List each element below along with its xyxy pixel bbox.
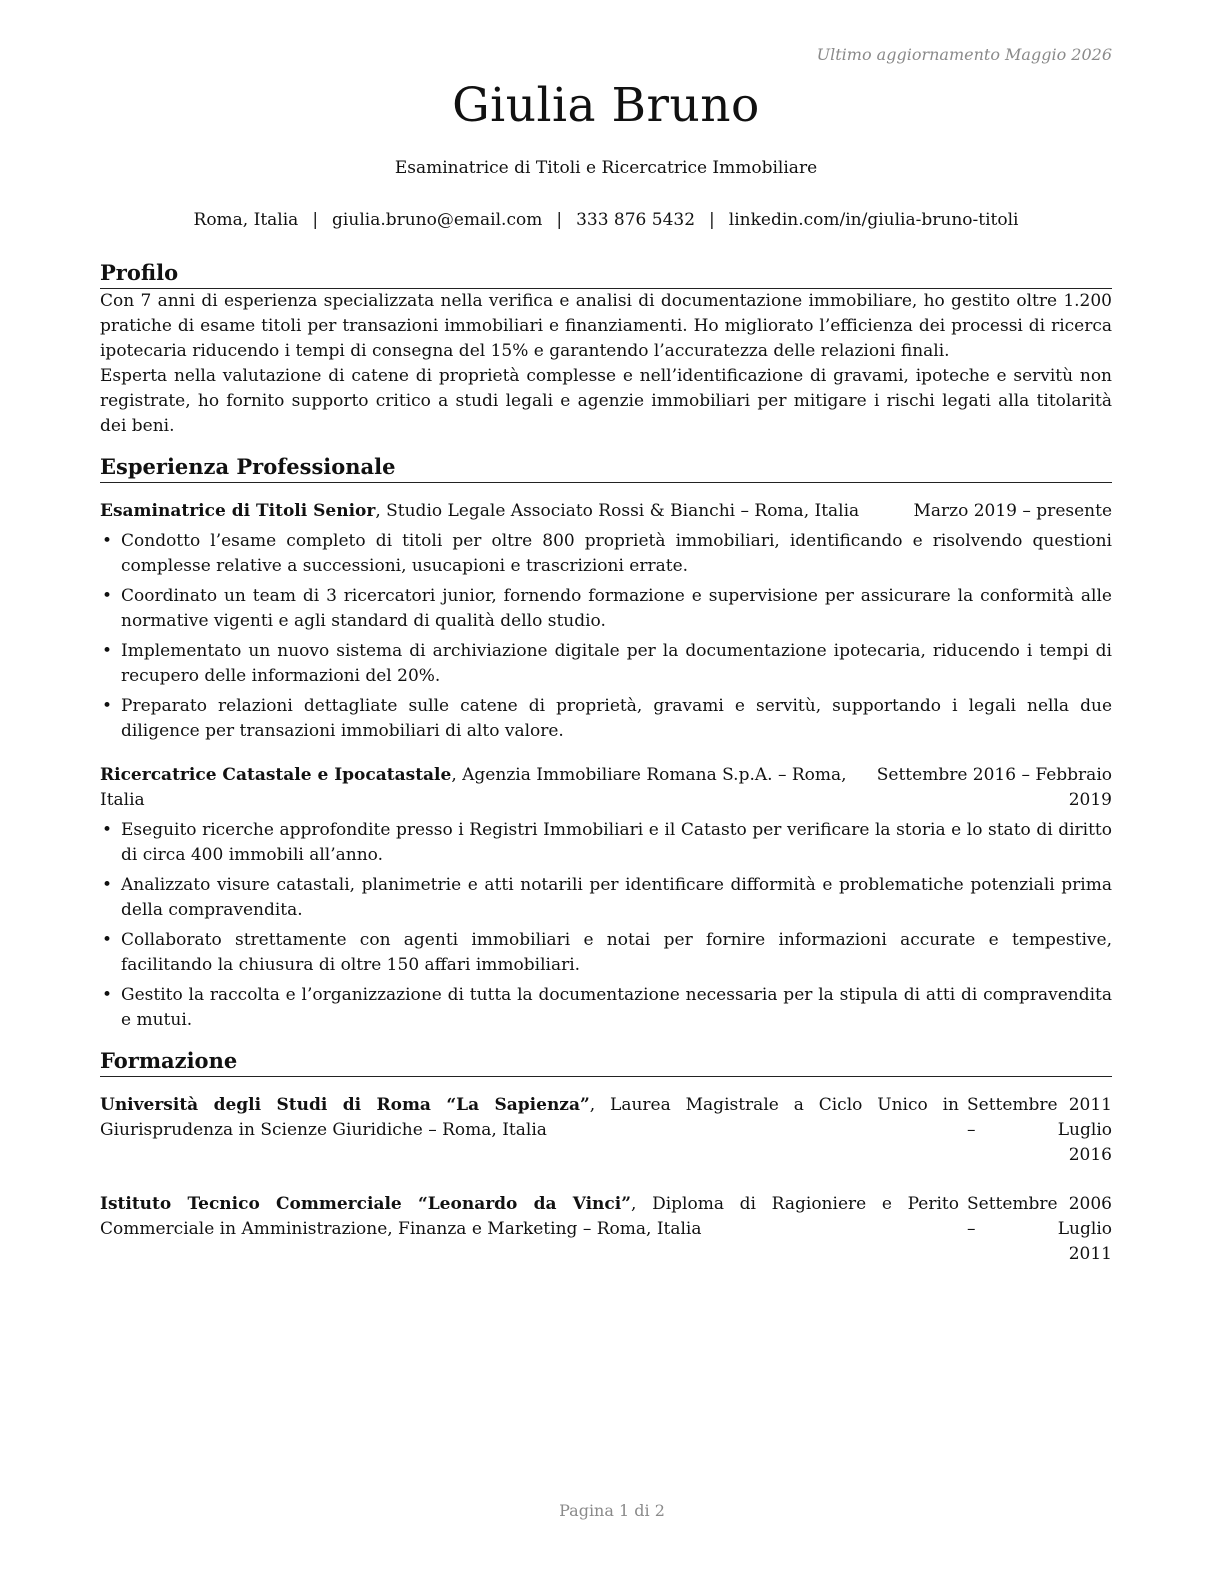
bullet-icon: • <box>102 985 113 1005</box>
job-dates-line: 2019 <box>1068 790 1112 810</box>
contact-line <box>100 208 1112 232</box>
education-entry <box>100 1192 1112 1267</box>
contact-location: Roma, Italia <box>193 210 299 230</box>
list-item <box>100 873 1112 923</box>
section-heading-education: Formazione <box>100 1047 1112 1077</box>
education-dates <box>959 1192 1112 1267</box>
list-item <box>100 529 1112 579</box>
bullet-text: Gestito la raccolta e l’organizzazione di tutta la documentazione necessaria per la stipula di atti di compravendita e mutui. <box>121 985 1112 1030</box>
job-role: Esaminatrice di Titoli Senior <box>100 501 376 521</box>
education-dates-line: 2011 <box>1068 1244 1112 1264</box>
contact-separator: | <box>709 210 715 230</box>
contact-separator: | <box>556 210 563 230</box>
bullet-icon: • <box>102 875 113 895</box>
job-dates: Marzo 2019 – presente <box>913 501 1112 521</box>
candidate-title: Esaminatrice di Titoli e Ricercatrice Immobiliare <box>394 158 818 178</box>
section-heading-profile: Profilo <box>100 259 1112 289</box>
education-entry <box>100 1093 1112 1168</box>
list-item <box>100 818 1112 868</box>
job-dates <box>865 763 1112 813</box>
education-description <box>100 1093 959 1143</box>
bullet-text: Implementato un nuovo sistema di archiviazione digitale per la documentazione ipotecaria, riducendo i tempi di recupero delle informazioni del 20%. <box>121 641 1112 686</box>
bullet-icon: • <box>102 531 113 551</box>
bullet-text: Collaborato strettamente con agenti immobiliari e notai per fornire informazioni accurate e tempestive, facilitando la chiusura di oltre 150 affari immobiliari. <box>121 930 1112 975</box>
profile-paragraph: Con 7 anni di esperienza specializzata nella verifica e analisi di documentazione immobiliare, ho gestito oltre 1.200 pratiche di esame titoli per transazioni immobiliari e finanziamenti. Ho migliorato l’efficienza dei processi di ricerca ipotecaria riducendo i tempi di consegna del 15% e garantendo l’accuratezza delle relazioni finali. <box>100 291 1112 361</box>
bullet-icon: • <box>102 586 113 606</box>
bullet-text: Analizzato visure catastali, planimetrie e atti notarili per identificare difformità e problematiche potenziali prima della compravendita. <box>121 875 1112 920</box>
contact-linkedin[interactable]: linkedin.com/in/giulia-bruno-titoli <box>728 210 1019 230</box>
list-item <box>100 694 1112 744</box>
bullet-text: Condotto l’esame completo di titoli per oltre 800 proprietà immobiliari, identificando e risolvendo questioni complesse relative a successioni, usucapioni e trascrizioni errate. <box>121 531 1112 576</box>
bullet-text: Eseguito ricerche approfondite presso i Registri Immobiliari e il Catasto per verificare la storia e lo stato di diritto di circa 400 immobili all’anno. <box>121 820 1112 865</box>
education-dates-line: Settembre 2011 – Luglio <box>967 1095 1112 1140</box>
education-degree: , Laurea Magistrale a Ciclo Unico in Giurisprudenza in Scienze Giuridiche – Roma, Italia <box>100 1095 959 1140</box>
list-item <box>100 928 1112 978</box>
bullet-icon: • <box>102 930 113 950</box>
job-role: Ricercatrice Catastale e Ipocatastale <box>100 765 452 785</box>
section-heading-experience: Esperienza Professionale <box>100 453 1112 483</box>
education-description <box>100 1192 959 1242</box>
bullet-icon: • <box>102 820 113 840</box>
job-company: , Agenzia Immobiliare Romana S.p.A. – Roma, Italia <box>100 765 847 810</box>
job-header <box>100 763 1112 813</box>
education-school: Istituto Tecnico Commerciale “Leonardo da Vinci” <box>100 1194 631 1214</box>
job-role-line <box>100 499 901 524</box>
education-degree: , Diploma di Ragioniere e Perito Commerciale in Amministrazione, Finanza e Marketing – Roma, Italia <box>100 1194 959 1239</box>
list-item <box>100 584 1112 634</box>
education-dates-line: 2016 <box>1068 1145 1112 1165</box>
list-item <box>100 639 1112 689</box>
bullet-icon: • <box>102 641 113 661</box>
education-dates <box>959 1093 1112 1168</box>
job-bullets <box>100 818 1112 1033</box>
job-header <box>100 499 1112 524</box>
page-number: Pagina 1 di 2 <box>559 1501 665 1520</box>
contact-phone: 333 876 5432 <box>576 210 696 230</box>
job-company: , Studio Legale Associato Rossi & Bianchi – Roma, Italia <box>375 501 860 521</box>
list-item <box>100 983 1112 1033</box>
job-role-line <box>100 763 865 813</box>
contact-separator: | <box>312 210 319 230</box>
education-dates-line: Settembre 2006 – Luglio <box>967 1194 1112 1239</box>
job-bullets <box>100 529 1112 744</box>
education-school: Università degli Studi di Roma “La Sapienza” <box>100 1095 590 1115</box>
candidate-name: Giulia Bruno <box>452 78 760 133</box>
bullet-text: Preparato relazioni dettagliate sulle catene di proprietà, gravami e servitù, supportando i legali nella due diligence per transazioni immobiliari di alto valore. <box>121 696 1112 741</box>
bullet-icon: • <box>102 696 113 716</box>
contact-email[interactable]: giulia.bruno@email.com <box>332 210 543 230</box>
last-updated-note: Ultimo aggiornamento Maggio 2026 <box>816 45 1112 64</box>
profile-paragraph: Esperta nella valutazione di catene di proprietà complesse e nell’identificazione di gravami, ipoteche e servitù non registrate, ho fornito supporto critico a studi legali e agenzie immobiliari per mitigare i rischi legati alla titolarità dei beni. <box>100 366 1112 436</box>
bullet-text: Coordinato un team di 3 ricercatori junior, fornendo formazione e supervisione per assicurare la conformità alle normative vigenti e agli standard di qualità dello studio. <box>121 586 1112 631</box>
job-dates-line: Settembre 2016 – Febbraio <box>876 765 1112 785</box>
